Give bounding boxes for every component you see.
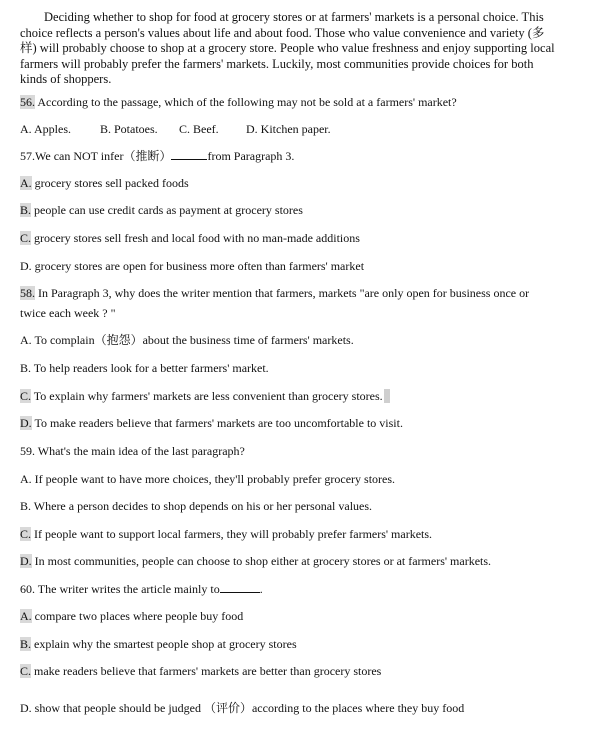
question-57-text-a: 57.We can NOT infer（推断） xyxy=(20,149,172,163)
option-56-d[interactable]: D. Kitchen paper. xyxy=(246,122,331,136)
option-57-b[interactable] xyxy=(20,202,303,218)
question-58-text-line2: twice each week ? " xyxy=(20,306,116,320)
passage-text: Deciding whether to shop for food at grocery stores or at farmers' markets is a personal choice. This choice reflects a person's values about life and about food. Those who value convenience and variety (多样) will probably choose to shop at a grocery store. People who value freshness and enjoy supporting local farmers will probably prefer the farmers' markets. Luckily, most communities provide choices for both kinds of shoppers. xyxy=(20,10,555,86)
option-59-d[interactable] xyxy=(20,553,491,569)
option-56-c[interactable]: C. Beef. xyxy=(179,122,219,136)
question-58-number: 58. xyxy=(20,286,35,300)
option-60-a-letter: A. xyxy=(20,609,32,623)
option-57-c-text: grocery stores sell fresh and local food with no man-made additions xyxy=(31,231,360,245)
option-59-c-text: If people want to support local farmers, they will probably prefer farmers' markets. xyxy=(31,527,433,541)
option-59-d-letter: D. xyxy=(20,554,32,568)
option-58-d-letter: D. xyxy=(20,416,32,430)
question-60-text-b: . xyxy=(259,582,263,596)
option-60-a-text: compare two places where people buy food xyxy=(31,609,244,623)
option-58-b[interactable]: B. To help readers look for a better farmers' market. xyxy=(20,361,269,375)
option-58-c-letter: C. xyxy=(20,389,32,403)
option-58-c-text: To explain why farmers' markets are less convenient than grocery stores. xyxy=(31,389,383,403)
answer-blank-60 xyxy=(220,581,260,593)
option-60-c-text: make readers believe that farmers' markets are better than grocery stores xyxy=(31,664,382,678)
option-60-c-letter: C. xyxy=(20,664,32,678)
question-58-text-line1: In Paragraph 3, why does the writer mention that farmers, markets "are only open for business once or xyxy=(35,286,530,300)
option-60-a[interactable] xyxy=(20,608,243,624)
question-60-stem xyxy=(20,581,263,597)
option-57-d[interactable]: D. grocery stores are open for business more often than farmers' market xyxy=(20,259,365,273)
option-59-a[interactable]: A. If people want to have more choices, they'll probably prefer grocery stores. xyxy=(20,472,396,486)
question-59-stem: 59. What's the main idea of the last paragraph? xyxy=(20,444,245,458)
option-60-b[interactable] xyxy=(20,636,297,652)
question-60-text-a: 60. The writer writes the article mainly to xyxy=(20,582,220,596)
answer-blank-57 xyxy=(171,148,207,160)
option-58-d-text: To make readers believe that farmers' markets are too uncomfortable to visit. xyxy=(31,416,403,430)
option-57-a[interactable] xyxy=(20,175,189,191)
option-59-c[interactable] xyxy=(20,526,432,542)
option-60-b-letter: B. xyxy=(20,637,32,651)
option-58-c[interactable] xyxy=(20,388,390,404)
question-56-number: 56. xyxy=(20,95,35,109)
question-57-text-b: from Paragraph 3. xyxy=(207,149,295,163)
option-60-c[interactable] xyxy=(20,663,381,679)
option-56-a[interactable]: A. Apples. xyxy=(20,122,71,136)
option-57-c[interactable] xyxy=(20,230,360,246)
option-60-b-text: explain why the smartest people shop at grocery stores xyxy=(31,637,297,651)
question-56-options xyxy=(20,121,331,137)
option-60-d[interactable]: D. show that people should be judged （评价）according to the places where they buy food xyxy=(20,701,465,715)
option-58-d[interactable] xyxy=(20,415,403,431)
option-59-d-text: In most communities, people can choose to shop either at grocery stores or at farmers' markets. xyxy=(31,554,492,568)
text-cursor-mark xyxy=(384,389,390,403)
question-58-stem xyxy=(20,285,529,301)
option-59-b[interactable]: B. Where a person decides to shop depends on his or her personal values. xyxy=(20,499,373,513)
option-57-b-letter: B. xyxy=(20,203,32,217)
option-57-a-text: grocery stores sell packed foods xyxy=(31,176,189,190)
reading-passage xyxy=(20,10,560,88)
option-57-c-letter: C. xyxy=(20,231,32,245)
question-56-stem xyxy=(20,94,457,110)
question-57-stem xyxy=(20,148,294,164)
option-57-b-text: people can use credit cards as payment at grocery stores xyxy=(31,203,303,217)
option-57-a-letter: A. xyxy=(20,176,32,190)
option-58-a[interactable]: A. To complain（抱怨）about the business time of farmers' markets. xyxy=(20,333,354,347)
question-56-text: According to the passage, which of the following may not be sold at a farmers' market? xyxy=(35,95,457,109)
option-56-b[interactable]: B. Potatoes. xyxy=(100,122,158,136)
option-59-c-letter: C. xyxy=(20,527,32,541)
